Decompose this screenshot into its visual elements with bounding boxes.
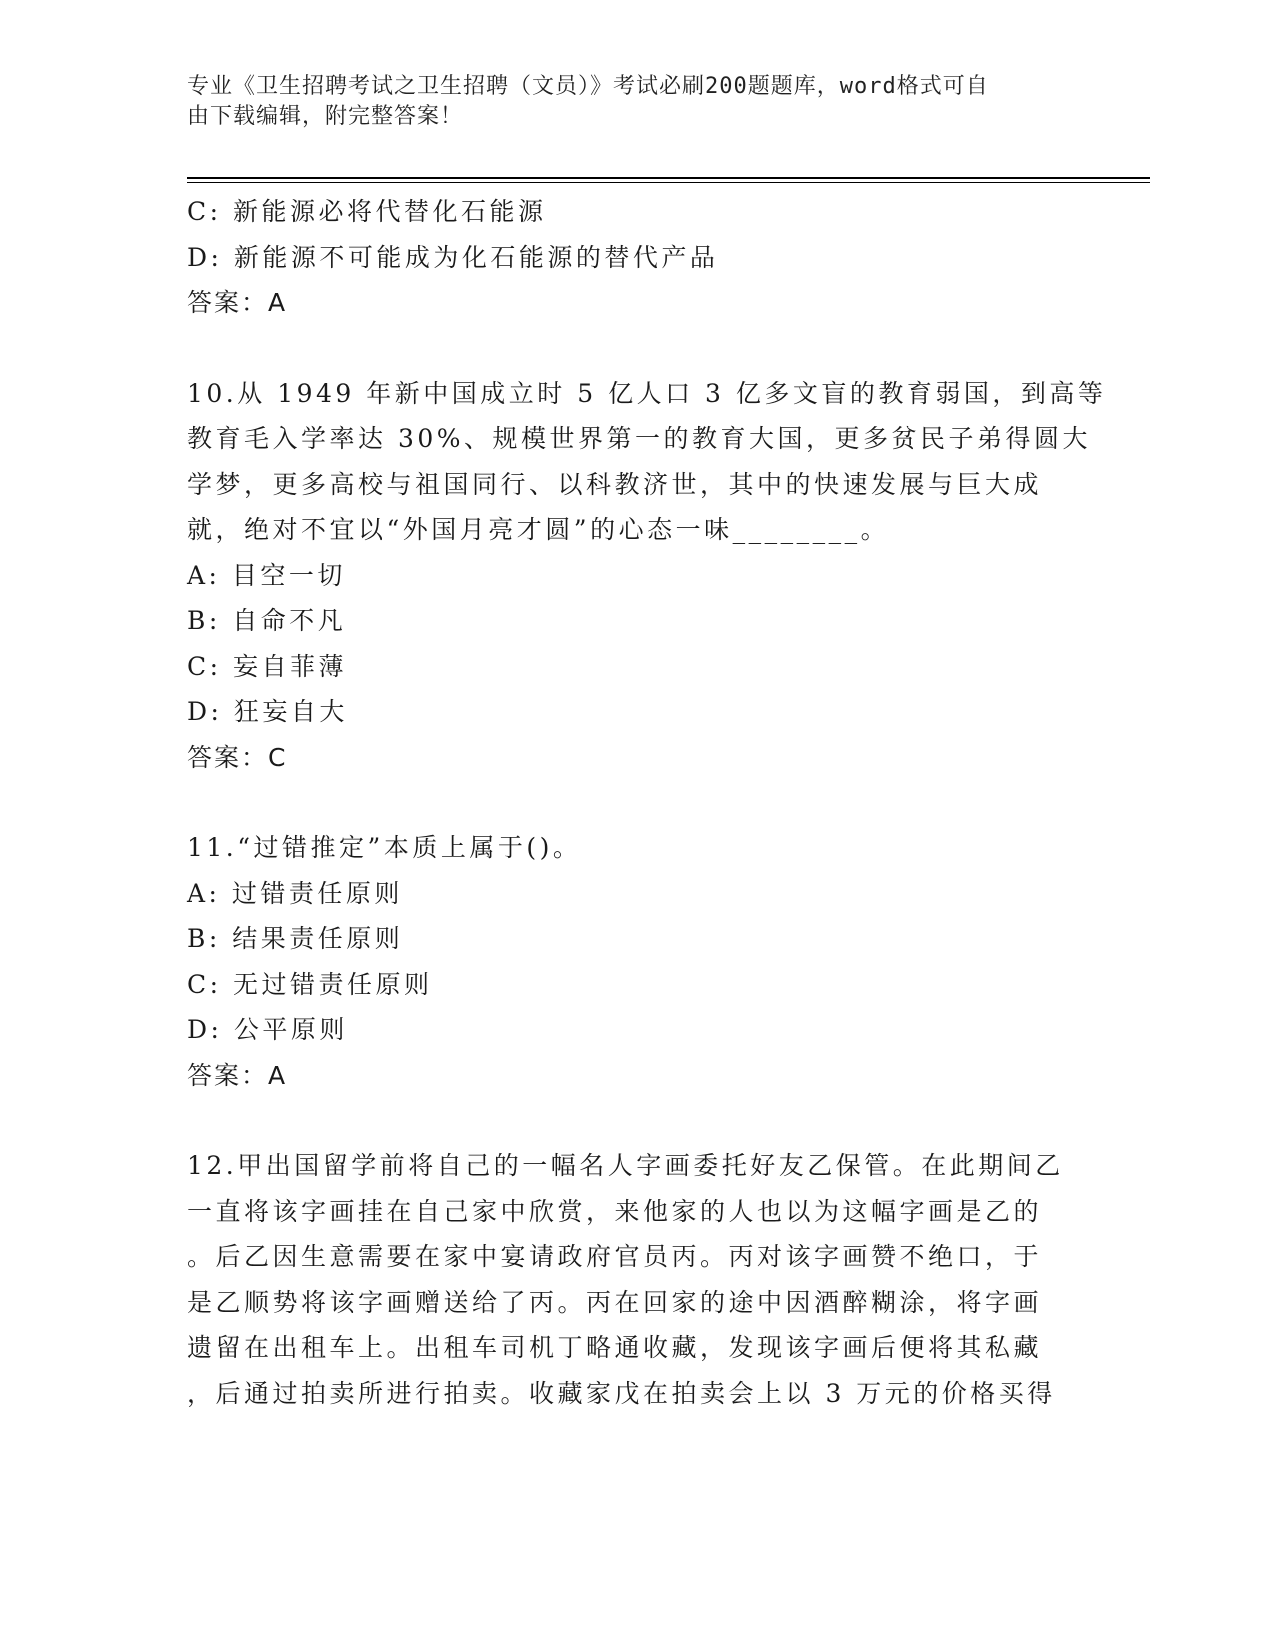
answer-line: 答案：C [187, 742, 288, 772]
question-9 [187, 189, 1087, 326]
header-line-2: 由下载编辑，附完整答案！ [187, 104, 464, 129]
question-stem-line: 遗留在出租车上。出租车司机丁略通收藏，发现该字画后便将其私藏 [187, 1333, 1043, 1362]
option-d: D: 狂妄自大 [187, 697, 348, 726]
question-stem-line: 。后乙因生意需要在家中宴请政府官员丙。丙对该字画赞不绝口，于 [187, 1242, 1043, 1271]
question-stem-line: ，后通过拍卖所进行拍卖。收藏家戊在拍卖会上以 3 万元的价格买得 [187, 1378, 1056, 1408]
option-c: C: 无过错责任原则 [187, 969, 433, 999]
document-header [187, 72, 1067, 132]
option-d: D: 公平原则 [187, 1015, 348, 1044]
question-10 [187, 371, 1107, 781]
question-stem-line: 教育毛入学率达 30%、规模世界第一的教育大国，更多贫民子弟得圆大 [187, 424, 1092, 453]
spacer [187, 780, 1087, 825]
option-a: A: 目空一切 [187, 560, 346, 590]
question-11 [187, 825, 1087, 1098]
answer-line: 答案：A [187, 288, 288, 317]
question-stem-line: 就，绝对不宜以“外国月亮才圆”的心态一味________。 [187, 515, 890, 544]
answer-line: 答案：A [187, 1060, 288, 1090]
question-stem-line: 一直将该字画挂在自己家中欣赏，来他家的人也以为这幅字画是乙的 [187, 1196, 1043, 1226]
option-d: D: 新能源不可能成为化石能源的替代产品 [187, 242, 719, 272]
option-b: B: 结果责任原则 [187, 924, 404, 953]
document-body [187, 189, 1107, 1416]
option-b: B: 自命不凡 [187, 606, 347, 635]
header-line-1: 专业《卫生招聘考试之卫生招聘（文员）》考试必刷200题题库，word格式可自 [187, 74, 989, 99]
header-divider-thick [187, 177, 1150, 179]
option-c: C: 新能源必将代替化石能源 [187, 197, 547, 226]
option-c: C: 妄自菲薄 [187, 651, 347, 681]
question-12 [187, 1143, 1087, 1416]
question-stem-line: 学梦，更多高校与祖国同行、以科教济世，其中的快速发展与巨大成 [187, 469, 1043, 499]
question-stem-line: 12.甲出国留学前将自己的一幅名人字画委托好友乙保管。在此期间乙 [187, 1151, 1064, 1180]
header-divider-thin [187, 182, 1150, 183]
question-stem-line: 是乙顺势将该字画赠送给了丙。丙在回家的途中因酒醉糊涂，将字画 [187, 1287, 1043, 1317]
option-a: A: 过错责任原则 [187, 878, 403, 908]
spacer [187, 1098, 1087, 1143]
question-stem-line: 10.从 1949 年新中国成立时 5 亿人口 3 亿多文盲的教育弱国，到高等 [187, 378, 1107, 408]
question-stem-line: 11.“过错推定”本质上属于()。 [187, 833, 582, 862]
spacer [187, 326, 1087, 371]
